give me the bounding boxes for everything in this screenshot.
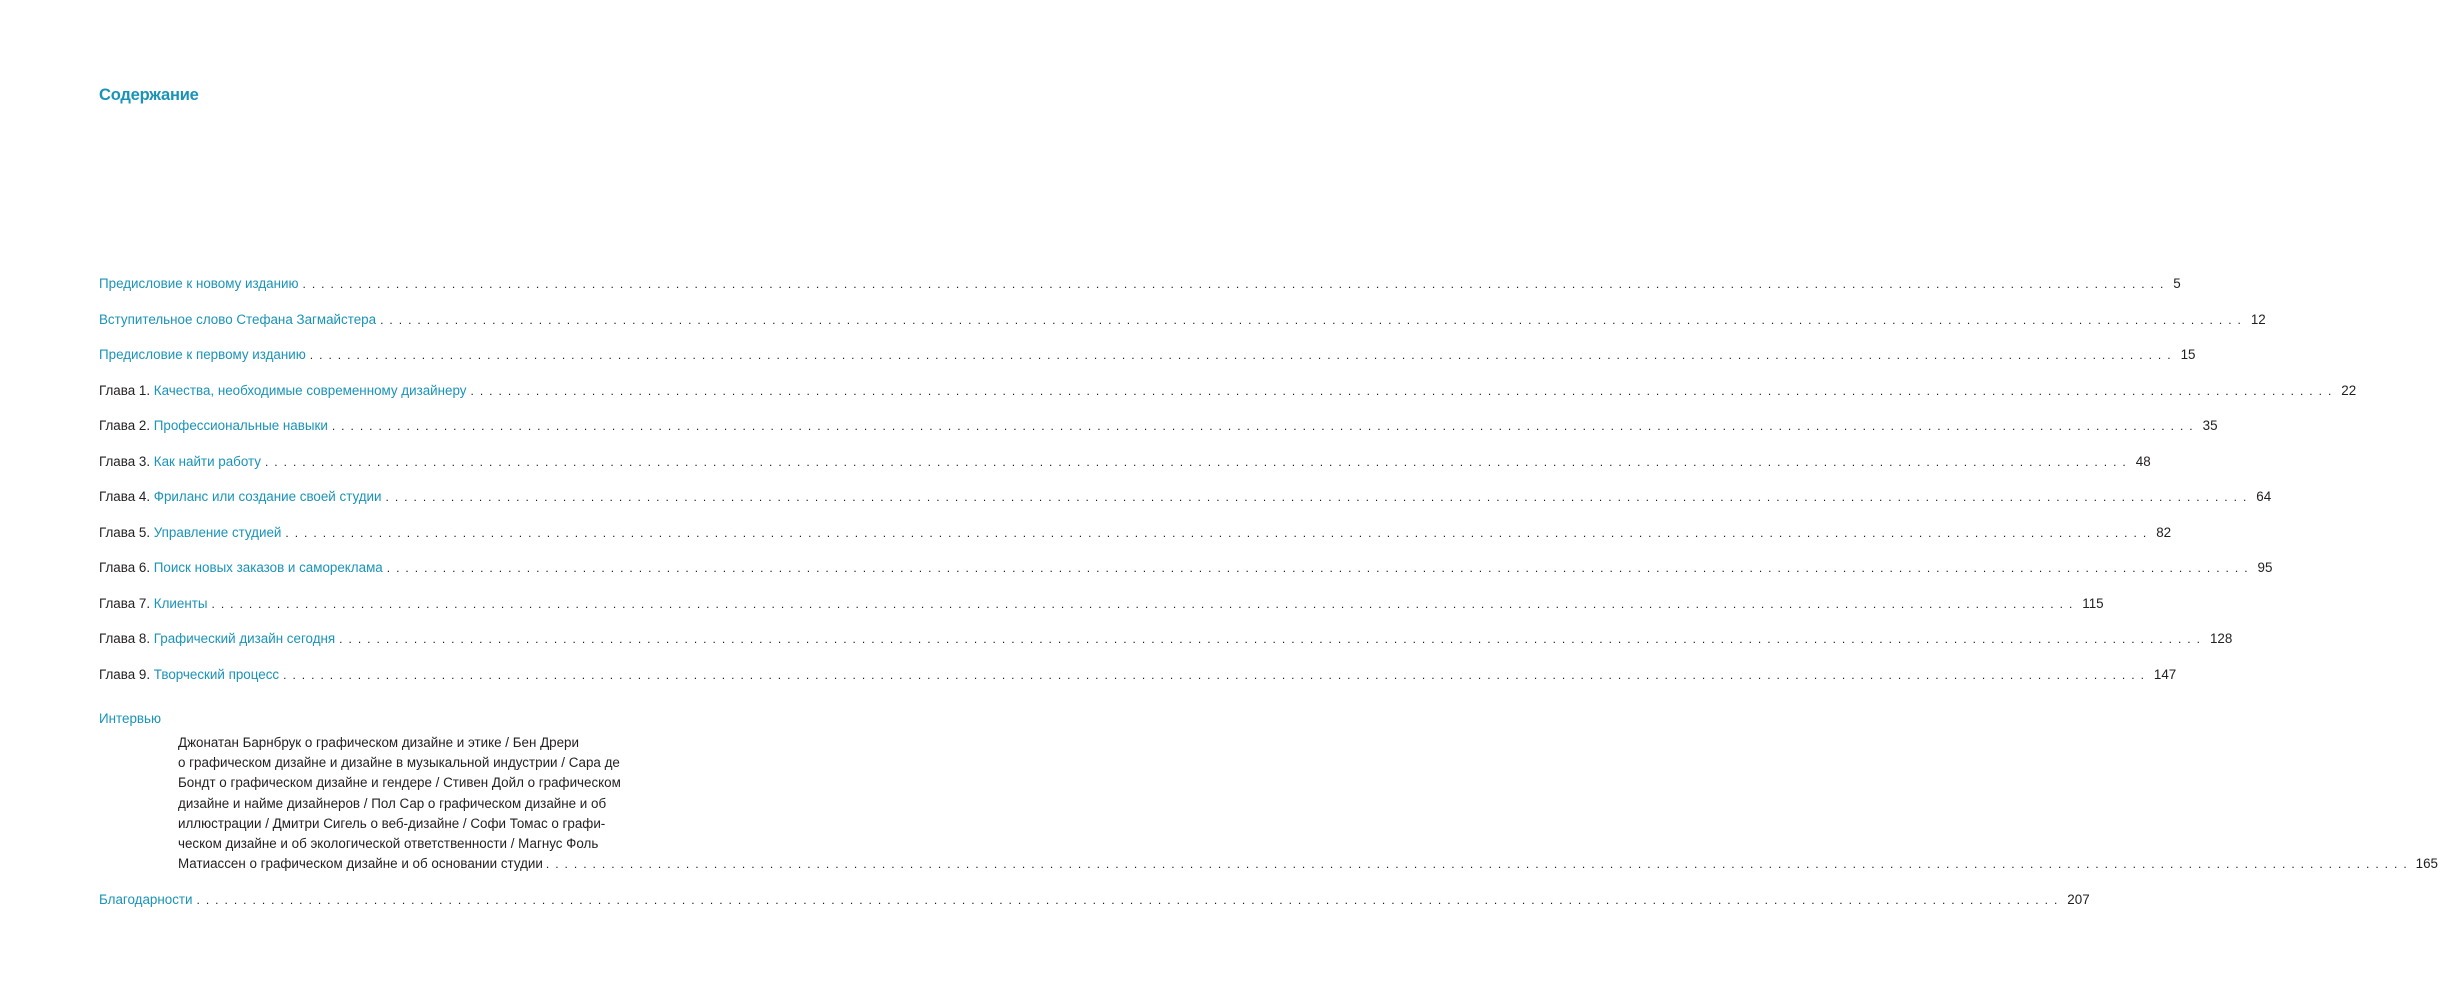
toc-entry-title[interactable]: Фриланс или создание своей студии bbox=[153, 489, 382, 504]
toc-entry-prefix: Глава 8. bbox=[99, 631, 154, 646]
interviews-line: дизайне и найме дизайнеров / Пол Сар о графическом дизайне и об bbox=[178, 795, 607, 811]
interviews-last-line bbox=[178, 854, 2438, 874]
toc-entry-page: 12 bbox=[2250, 311, 2266, 327]
page-title: Содержание bbox=[99, 86, 199, 104]
toc-entry-page: 82 bbox=[2156, 524, 2172, 540]
toc-entry-prefix: Глава 3. bbox=[99, 453, 154, 469]
toc-entry-title[interactable]: Благодарности bbox=[99, 892, 193, 907]
dot-leader: ........................................................................................................................................................................................................ bbox=[285, 525, 2153, 540]
toc-entry-page: 15 bbox=[2180, 347, 2196, 362]
toc-entry-title[interactable]: Управление студией bbox=[153, 524, 282, 540]
interviews-list bbox=[178, 733, 2438, 874]
toc-entry-chapter-1[interactable] bbox=[99, 378, 2357, 414]
dot-leader: ........................................................................................................................................................................................................ bbox=[331, 419, 2199, 433]
toc-entry-chapter-8[interactable] bbox=[99, 626, 2233, 662]
dot-leader: ........................................................................................................................................................................................................ bbox=[339, 632, 2206, 646]
toc-entry-page: 207 bbox=[2067, 892, 2090, 907]
toc-entry-page: 128 bbox=[2209, 631, 2233, 646]
dot-leader: ........................................................................................................................................................................................................ bbox=[264, 454, 2132, 469]
dot-leader: ........................................................................................................................................................................................................ bbox=[380, 312, 2247, 327]
toc-entry-chapter-7[interactable] bbox=[99, 591, 2104, 627]
toc-entry-intro-sagmeister[interactable] bbox=[99, 307, 2266, 343]
dot-leader: ........................................................................................................................................................................................................ bbox=[385, 490, 2253, 504]
toc-entry-page: 35 bbox=[2202, 418, 2218, 433]
toc-entry-page: 64 bbox=[2256, 489, 2272, 504]
table-of-contents bbox=[99, 271, 2357, 697]
toc-entry-acknowledgements[interactable] bbox=[99, 887, 2090, 923]
interviews-line: иллюстрации / Дмитри Сигель о веб-дизайне / Софи Томас о графи- bbox=[178, 815, 606, 831]
toc-entry-title[interactable]: Качества, необходимые современному дизайнеру bbox=[153, 382, 467, 398]
dot-leader: ........................................................................................................................................................................................................ bbox=[309, 348, 2177, 362]
toc-entry-title[interactable]: Профессиональные навыки bbox=[153, 418, 328, 433]
toc-entry-chapter-9[interactable] bbox=[99, 662, 2177, 698]
toc-entry-prefix: Глава 2. bbox=[99, 418, 154, 433]
toc-entry-chapter-6[interactable] bbox=[99, 555, 2273, 591]
toc-entry-page: 115 bbox=[2082, 595, 2104, 611]
toc-entry-prefix: Глава 5. bbox=[99, 524, 154, 540]
toc-entry-title[interactable]: Клиенты bbox=[153, 595, 208, 611]
toc-entry-title[interactable]: Графический дизайн сегодня bbox=[153, 631, 336, 646]
interviews-line: ческом дизайне и об экологической ответственности / Магнус Фоль bbox=[178, 836, 599, 852]
toc-entry-chapter-3[interactable] bbox=[99, 449, 2151, 485]
toc-entry-title[interactable]: Как найти работу bbox=[153, 453, 261, 469]
dot-leader: ........................................................................................................................................................................................................ bbox=[470, 383, 2338, 398]
toc-entry-page: 5 bbox=[2173, 276, 2181, 291]
dot-leader: ........................................................................................................................................................................................................ bbox=[283, 667, 2150, 682]
toc-entry-page: 95 bbox=[2257, 560, 2273, 575]
dot-leader: ........................................................................................................................................................................................................ bbox=[211, 596, 2079, 611]
interviews-line: Джонатан Барнбрук о графическом дизайне и этике / Бен Дрери bbox=[178, 735, 579, 750]
toc-entry-chapter-5[interactable] bbox=[99, 520, 2172, 556]
toc-entry-prefix: Глава 4. bbox=[99, 489, 154, 504]
toc-entry-prefix: Глава 6. bbox=[99, 560, 154, 575]
interviews-line: о графическом дизайне и дизайне в музыкальной индустрии / Сара де bbox=[178, 755, 620, 771]
interviews-line: Матиассен о графическом дизайне и об основании студии bbox=[178, 856, 543, 872]
dot-leader: ........................................................................................................................................................................................................ bbox=[196, 893, 2064, 907]
interviews-page: 165 bbox=[2415, 856, 2438, 872]
toc-entry-title[interactable]: Поиск новых заказов и самореклама bbox=[153, 560, 383, 575]
toc-entry-title[interactable]: Предисловие к новому изданию bbox=[99, 276, 299, 291]
toc-entry-prefix: Глава 1. bbox=[99, 382, 154, 398]
toc-entry-title[interactable]: Вступительное слово Стефана Загмайстера bbox=[99, 311, 377, 327]
toc-entry-page: 48 bbox=[2135, 453, 2151, 469]
toc-entry-title[interactable]: Предисловие к первому изданию bbox=[99, 347, 306, 362]
interviews-line: Бондт о графическом дизайне и гендере / Стивен Дойл о графическом bbox=[178, 775, 621, 791]
toc-entry-title[interactable]: Творческий процесс bbox=[153, 666, 280, 682]
toc-entry-page: 22 bbox=[2341, 382, 2357, 398]
toc-entry-chapter-2[interactable] bbox=[99, 413, 2218, 449]
toc-entry-page: 147 bbox=[2153, 666, 2177, 682]
dot-leader: ........................................................................................................................................................................................................ bbox=[386, 561, 2254, 575]
dot-leader: ........................................................................................................................................................................................................ bbox=[302, 277, 2170, 291]
toc-entry-prefix: Глава 7. bbox=[99, 595, 154, 611]
toc-entry-chapter-4[interactable] bbox=[99, 484, 2272, 520]
toc-entry-foreword-first[interactable] bbox=[99, 342, 2196, 378]
interviews-heading[interactable]: Интервью bbox=[99, 711, 162, 726]
dot-leader: ........................................................................................................................................................................................................ bbox=[545, 857, 2413, 872]
toc-entry-foreword-new[interactable] bbox=[99, 271, 2181, 307]
toc-entry-prefix: Глава 9. bbox=[99, 666, 154, 682]
